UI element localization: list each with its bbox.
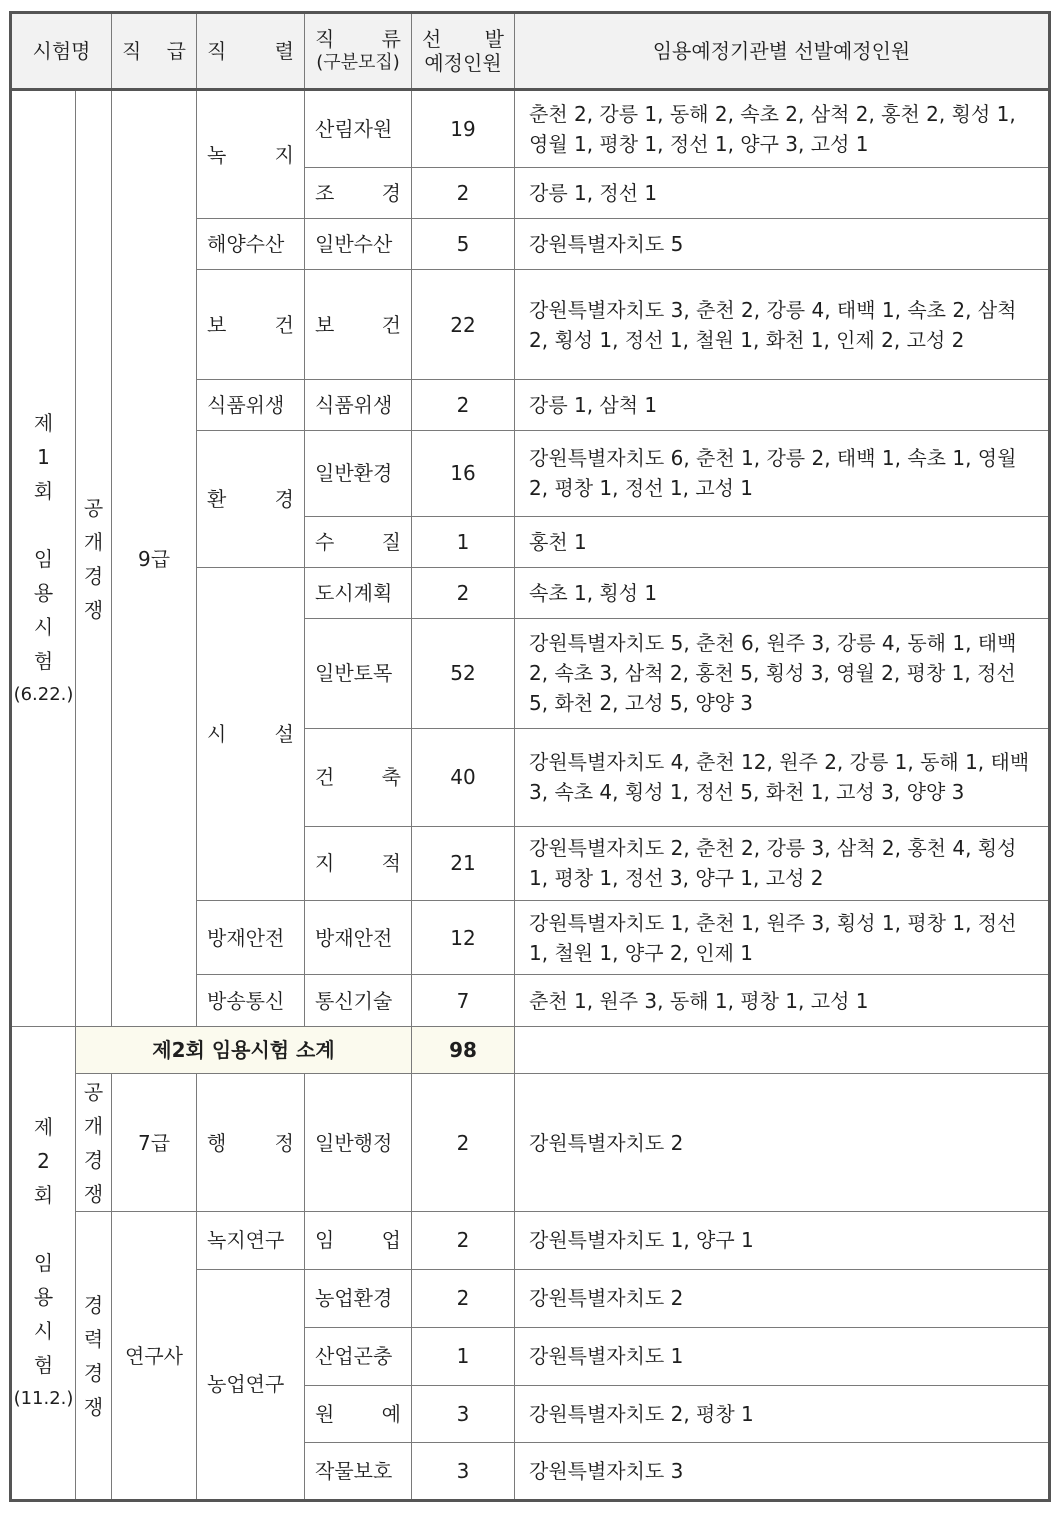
count-cell: 3 [412, 1385, 515, 1442]
count-cell: 5 [412, 219, 515, 270]
series-cell: 녹지연구 [197, 1212, 305, 1269]
agencies-cell: 강원특별자치도 4, 춘천 12, 원주 2, 강릉 1, 동해 1, 태백 3, 속초 4, 횡성 1, 정선 5, 화천 1, 고성 3, 양양 3 [515, 728, 1050, 826]
category-cell: 도시계획 [305, 567, 412, 618]
count-cell: 1 [412, 516, 515, 567]
agencies-cell: 강원특별자치도 2 [515, 1269, 1050, 1327]
category-cell: 산업곤충 [305, 1327, 412, 1385]
header-exam: 시험명 [11, 13, 112, 90]
header-category-line1: 직 류 [315, 27, 401, 51]
agencies-cell: 춘천 1, 원주 3, 동해 1, 평창 1, 고성 1 [515, 975, 1050, 1027]
header-agencies: 임용예정기관별 선발예정인원 [515, 13, 1050, 90]
agencies-cell: 강원특별자치도 3 [515, 1442, 1050, 1500]
header-planned-line2: 예정인원 [424, 51, 502, 75]
series-cell: 행 정 [197, 1074, 305, 1212]
count-cell: 1 [412, 1327, 515, 1385]
table-row [11, 1212, 1050, 1269]
header-row [11, 13, 1050, 90]
count-cell: 40 [412, 728, 515, 826]
table-row [11, 90, 1050, 168]
agencies-cell: 강원특별자치도 1, 춘천 1, 원주 3, 횡성 1, 평창 1, 정선 1, 철원 1, 양구 2, 인제 1 [515, 901, 1050, 975]
exam1-grade: 9급 [112, 90, 197, 1027]
count-cell: 2 [412, 1212, 515, 1269]
header-planned [412, 13, 515, 90]
category-cell: 산림자원 [305, 90, 412, 168]
count-cell: 7 [412, 975, 515, 1027]
table-row [11, 1074, 1050, 1212]
series-cell: 녹 지 [197, 90, 305, 219]
count-cell: 19 [412, 90, 515, 168]
count-cell: 3 [412, 1442, 515, 1500]
agencies-cell: 강릉 1, 정선 1 [515, 168, 1050, 219]
series-cell: 방송통신 [197, 975, 305, 1027]
category-cell: 보 건 [305, 270, 412, 380]
exam2-career-grade: 연구사 [112, 1212, 197, 1501]
category-cell: 조 경 [305, 168, 412, 219]
exam2-open-recruit-type: 공 개 경 쟁 [76, 1074, 112, 1212]
count-cell: 16 [412, 431, 515, 516]
category-cell: 일반토목 [305, 618, 412, 728]
count-cell: 22 [412, 270, 515, 380]
exam1-name: 제 1 회 임 용 시 험 (6.22.) [11, 90, 76, 1027]
category-cell: 원 예 [305, 1385, 412, 1442]
category-cell: 수 질 [305, 516, 412, 567]
series-cell: 식품위생 [197, 380, 305, 431]
count-cell: 52 [412, 618, 515, 728]
agencies-cell: 강원특별자치도 5, 춘천 6, 원주 3, 강릉 4, 동해 1, 태백 2, 속초 3, 삼척 2, 홍천 5, 횡성 3, 영월 2, 평창 1, 정선 5, 화천 2, 고성 5, 양양 3 [515, 618, 1050, 728]
category-cell: 작물보호 [305, 1442, 412, 1500]
category-cell: 일반수산 [305, 219, 412, 270]
count-cell: 2 [412, 1074, 515, 1212]
agencies-cell: 춘천 2, 강릉 1, 동해 2, 속초 2, 삼척 2, 홍천 2, 횡성 1, 영월 1, 평창 1, 정선 1, 양구 3, 고성 1 [515, 90, 1050, 168]
series-cell: 환 경 [197, 431, 305, 567]
header-series: 직 렬 [197, 13, 305, 90]
category-cell: 임 업 [305, 1212, 412, 1269]
header-grade: 직 급 [112, 13, 197, 90]
count-cell: 2 [412, 567, 515, 618]
header-planned-line1: 선 발 [422, 27, 504, 51]
exam1-recruit-type: 공 개 경 쟁 [76, 90, 112, 1027]
count-cell: 2 [412, 1269, 515, 1327]
subtotal-row [11, 1027, 1050, 1074]
header-category-line2: (구분모집) [316, 52, 400, 73]
count-cell: 2 [412, 380, 515, 431]
exam2-date: (11.2.) [13, 1388, 74, 1410]
category-cell: 방재안전 [305, 901, 412, 975]
series-cell: 해양수산 [197, 219, 305, 270]
agencies-cell: 강원특별자치도 2 [515, 1074, 1050, 1212]
exam2-open-grade: 7급 [112, 1074, 197, 1212]
subtotal-empty [515, 1027, 1050, 1074]
exam2-career-recruit-type: 경 력 경 쟁 [76, 1212, 112, 1501]
agencies-cell: 강릉 1, 삼척 1 [515, 380, 1050, 431]
agencies-cell: 강원특별자치도 2, 평창 1 [515, 1385, 1050, 1442]
agencies-cell: 강원특별자치도 6, 춘천 1, 강릉 2, 태백 1, 속초 1, 영월 2, 평창 1, 정선 1, 고성 1 [515, 431, 1050, 516]
category-cell: 농업환경 [305, 1269, 412, 1327]
count-cell: 21 [412, 826, 515, 900]
series-cell: 농업연구 [197, 1269, 305, 1500]
recruitment-table [9, 11, 1051, 1502]
header-category [305, 13, 412, 90]
category-cell: 일반환경 [305, 431, 412, 516]
category-cell: 일반행정 [305, 1074, 412, 1212]
agencies-cell: 강원특별자치도 2, 춘천 2, 강릉 3, 삼척 2, 홍천 4, 횡성 1, 평창 1, 정선 3, 양구 1, 고성 2 [515, 826, 1050, 900]
category-cell: 식품위생 [305, 380, 412, 431]
agencies-cell: 강원특별자치도 1 [515, 1327, 1050, 1385]
agencies-cell: 속초 1, 횡성 1 [515, 567, 1050, 618]
subtotal-count: 98 [412, 1027, 515, 1074]
series-cell: 시 설 [197, 567, 305, 900]
agencies-cell: 강원특별자치도 1, 양구 1 [515, 1212, 1050, 1269]
agencies-cell: 홍천 1 [515, 516, 1050, 567]
subtotal-label: 제2회 임용시험 소계 [76, 1027, 412, 1074]
exam2-name: 제 2 회 임 용 시 험 (11.2.) [11, 1027, 76, 1501]
agencies-cell: 강원특별자치도 5 [515, 219, 1050, 270]
exam1-date: (6.22.) [13, 683, 74, 705]
category-cell: 건 축 [305, 728, 412, 826]
category-cell: 통신기술 [305, 975, 412, 1027]
series-cell: 방재안전 [197, 901, 305, 975]
count-cell: 2 [412, 168, 515, 219]
count-cell: 12 [412, 901, 515, 975]
series-cell: 보 건 [197, 270, 305, 380]
category-cell: 지 적 [305, 826, 412, 900]
agencies-cell: 강원특별자치도 3, 춘천 2, 강릉 4, 태백 1, 속초 2, 삼척 2, 횡성 1, 정선 1, 철원 1, 화천 1, 인제 2, 고성 2 [515, 270, 1050, 380]
